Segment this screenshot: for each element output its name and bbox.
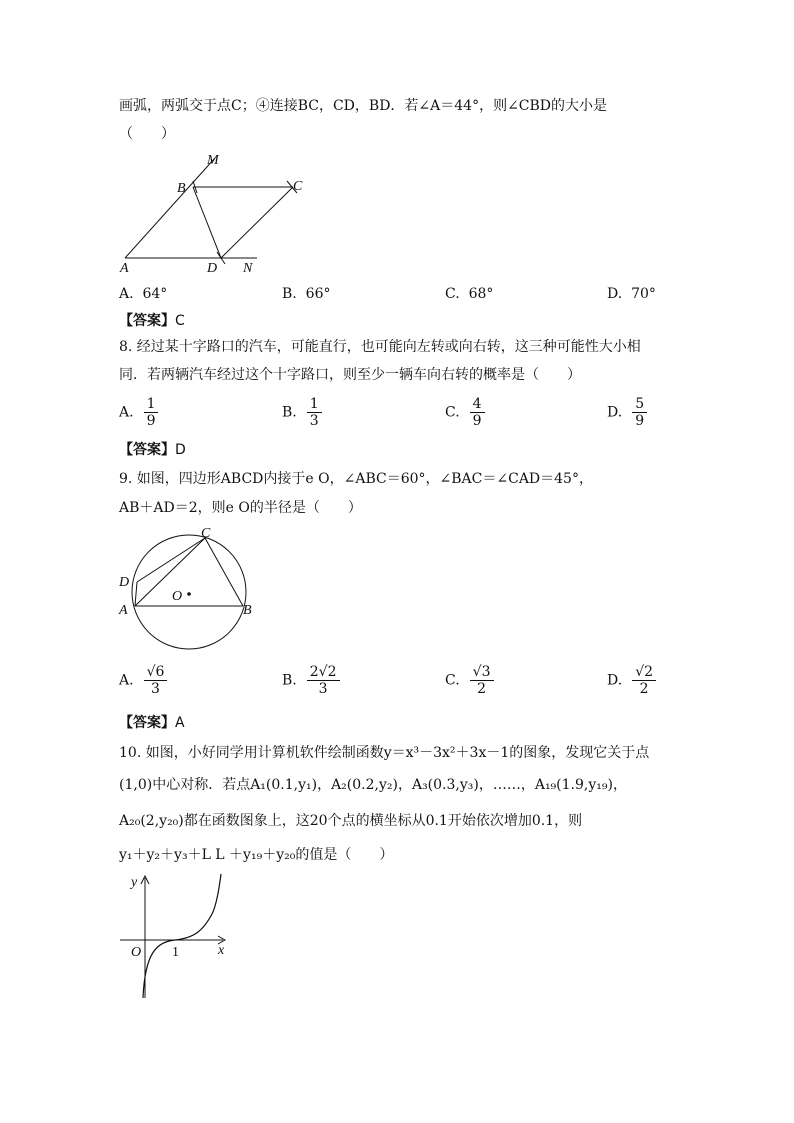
q10-text-line1: 10. 如图，小好同学用计算机软件绘制函数y＝x³－3x²＋3x－1的图象，发现它关于点 [119,745,650,761]
q8-answer: 【答案】D [119,442,186,458]
q9-option-d[interactable]: D. $\frac{√2}{2}$ [607,664,656,697]
q10-text-line2: (1,0)中心对称．若点A₁(0.1,y₁)，A₂(0.2,y₂)，A₃(0.3,y₃)，……，A₁₉(1.9,y₁₉)， [119,777,627,793]
q7-figure [115,150,315,275]
q9-label-C: C [201,526,211,541]
q7-text-line1: 画弧，两弧交于点C；④连接BC，CD，BD．若∠A＝44°，则∠CBD的大小是 [119,98,608,114]
q8-option-b[interactable]: B. $\frac{1}{3}$ [282,396,322,429]
q8-option-d[interactable]: D. $\frac{5}{9}$ [607,396,647,429]
q8-option-c[interactable]: C. $\frac{4}{9}$ [445,396,485,429]
q7-option-c[interactable]: C. 68° [445,286,494,302]
q7-label-N: N [243,261,253,276]
q8-option-a[interactable]: A. $\frac{1}{9}$ [119,396,158,429]
q7-option-d[interactable]: D. 70° [607,286,656,302]
q10-label-x: x [218,943,225,958]
q10-figure [115,872,245,1004]
q10-label-y: y [131,875,138,890]
q9-option-c[interactable]: C. $\frac{√3}{2}$ [445,664,494,697]
q8-text-line2: 同．若两辆汽车经过这个十字路口，则至少一辆车向右转的概率是（ ） [119,367,581,383]
q7-label-C: C [293,179,303,194]
q10-cubic-curve [143,874,221,998]
q10-label-O: O [131,945,142,960]
q9-label-A: A [119,603,128,618]
q7-label-B: B [177,181,186,196]
q9-option-a[interactable]: A. $\frac{√6}{3}$ [119,664,167,697]
q9-label-O: O [172,589,183,604]
q10-text-line4: y₁＋y₂＋y₃＋L L ＋y₁₉＋y₂₀的值是（ ） [119,847,394,863]
q7-option-a[interactable]: A. 64° [119,286,168,302]
q9-answer: 【答案】A [119,715,185,731]
q10-text-line3: A₂₀(2,y₂₀)都在函数图象上，这20个点的横坐标从0.1开始依次增加0.1，则 [119,813,583,829]
q9-figure [115,522,265,652]
q9-label-B: B [243,603,252,618]
q9-text-line1: 9. 如图，四边形ABCD内接于e O，∠ABC＝60°，∠BAC＝∠CAD＝45°， [119,471,593,487]
q7-label-M: M [207,153,219,168]
q8-text-line1: 8. 经过某十字路口的汽车，可能直行，也可能向左转或向右转，这三种可能性大小相 [119,339,641,355]
q7-option-b[interactable]: B. 66° [282,286,331,302]
q9-option-b[interactable]: B. $\frac{2√2}{3}$ [282,664,340,697]
q7-label-D: D [207,261,218,276]
q7-label-A: A [120,261,129,276]
q9-label-D: D [119,575,130,590]
q10-label-one: 1 [172,945,179,960]
q7-text-line2: （ ） [119,126,175,142]
q9-text-line2: AB＋AD＝2，则e O的半径是（ ） [119,500,362,516]
q7-answer: 【答案】C [119,313,185,329]
